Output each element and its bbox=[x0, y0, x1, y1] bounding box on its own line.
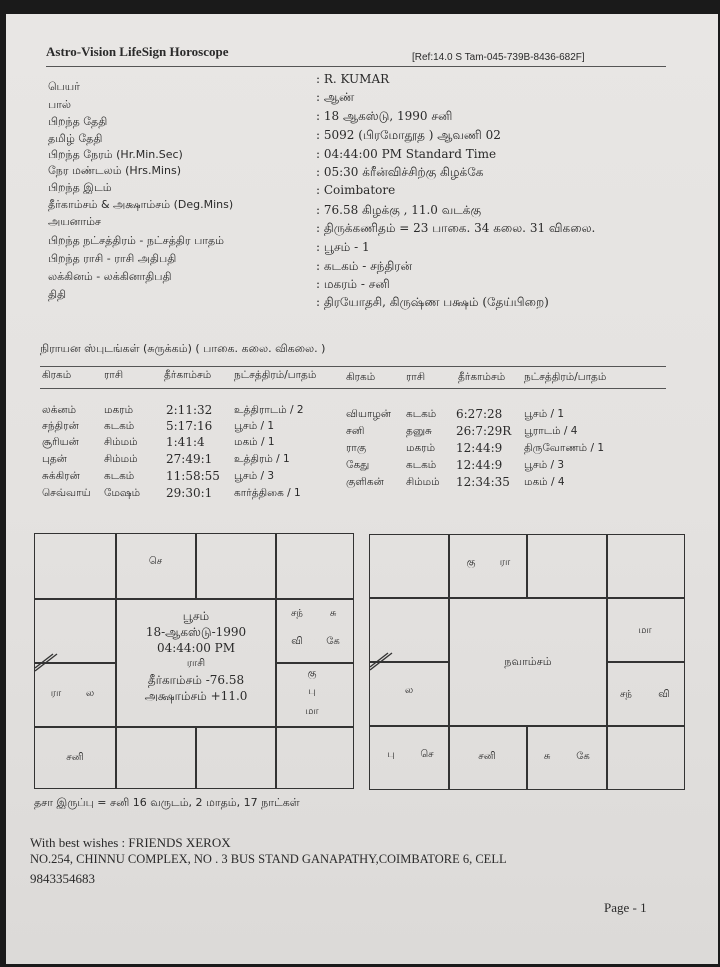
detail-label: பிறந்த நட்சத்திரம் - நட்சத்திர பாதம் bbox=[48, 234, 225, 247]
table-cell: சனி bbox=[346, 425, 365, 437]
detail-label: தீர்காம்சம் & அக்ஷாம்சம் (Deg.Mins) bbox=[48, 198, 234, 211]
navamsa-planet: கே bbox=[576, 751, 590, 762]
horoscope-paper bbox=[6, 14, 718, 964]
detail-value: : R. KUMAR bbox=[316, 72, 390, 86]
table-cell: 29:30:1 bbox=[166, 486, 213, 500]
navamsa-chart bbox=[369, 534, 685, 790]
table-cell: கடகம் bbox=[104, 420, 135, 432]
center-line: பூசம் bbox=[182, 609, 210, 623]
table-cell: சிம்மம் bbox=[104, 436, 138, 448]
table-cell: தனுசு bbox=[406, 425, 432, 437]
column-header: தீர்காம்சம் bbox=[458, 371, 506, 383]
table-cell: 12:34:35 bbox=[456, 475, 510, 489]
table-cell: சூரியன் bbox=[42, 436, 79, 448]
detail-label: அயனாம்ச bbox=[48, 215, 102, 228]
detail-value: : திருக்கணிதம் = 23 பாகை. 34 கலை. 31 விகலை. bbox=[316, 221, 596, 235]
center-line: தீர்காம்சம் -76.58 bbox=[147, 673, 245, 687]
rasi-planet: பு bbox=[308, 686, 316, 697]
center-line: அக்ஷாம்சம் +11.0 bbox=[144, 689, 248, 703]
rasi-house-2: செ bbox=[148, 556, 163, 567]
detail-value: : 76.58 கிழக்கு , 11.0 வடக்கு bbox=[316, 203, 482, 217]
navamsa-planet: சனி bbox=[478, 751, 496, 762]
table-cell: 2:11:32 bbox=[166, 403, 213, 417]
table-cell: பூசம் / 1 bbox=[524, 408, 565, 420]
table-cell: கடகம் bbox=[406, 408, 437, 420]
reference-code: [Ref:14.0 S Tam-045-739B-8436-682F] bbox=[412, 52, 585, 63]
document-title: Astro-Vision LifeSign Horoscope bbox=[46, 44, 229, 59]
table-cell: ராகு bbox=[346, 442, 367, 454]
rasi-planet: கே bbox=[326, 636, 340, 647]
table-cell: லக்னம் bbox=[42, 404, 77, 416]
rasi-planet: ரா bbox=[50, 688, 62, 699]
rasi-planet: ல bbox=[85, 688, 95, 699]
detail-value: : மகரம் - சனி bbox=[316, 277, 390, 291]
table-cell: பூசம் / 3 bbox=[524, 459, 565, 471]
navamsa-planet: ரா bbox=[499, 557, 511, 568]
table-cell: 5:17:16 bbox=[166, 419, 213, 433]
table-cell: மகரம் bbox=[104, 404, 134, 416]
column-header: நட்சத்திரம்/பாதம் bbox=[234, 369, 317, 381]
navamsa-planet: சு bbox=[543, 751, 551, 762]
navamsa-planet: பு bbox=[387, 749, 395, 760]
detail-label: நேர மண்டலம் (Hrs.Mins) bbox=[48, 164, 181, 177]
detail-value: : 18 ஆகஸ்டு, 1990 சனி bbox=[316, 109, 453, 123]
dasa-balance: தசா இருப்பு = சனி 16 வருடம், 2 மாதம், 17 நாட்கள் bbox=[34, 796, 300, 809]
table-cell: மேஷம் bbox=[104, 487, 141, 499]
footer-phone: 9843354683 bbox=[30, 871, 95, 886]
table-cell: கடகம் bbox=[406, 459, 437, 471]
center-line: ராசி bbox=[186, 658, 206, 669]
column-header: தீர்காம்சம் bbox=[164, 369, 212, 381]
table-cell: செவ்வாய் bbox=[42, 487, 91, 499]
table-cell: உத்திரம் / 1 bbox=[234, 453, 290, 465]
detail-label: திதி bbox=[48, 288, 67, 301]
table-cell: சுக்கிரன் bbox=[42, 470, 80, 482]
column-header: நட்சத்திரம்/பாதம் bbox=[524, 371, 607, 383]
rasi-planet: கு bbox=[307, 668, 317, 679]
detail-value: : பூசம் - 1 bbox=[316, 240, 370, 254]
column-header: கிரகம் bbox=[346, 371, 376, 383]
rasi-planet: சந் bbox=[291, 608, 303, 619]
footer-address: NO.254, CHINNU COMPLEX, NO . 3 BUS STAND GANAPATHY,COIMBATORE 6, CELL bbox=[30, 852, 507, 866]
table-cell: கேது bbox=[346, 459, 370, 471]
table-cell: பூராடம் / 4 bbox=[524, 425, 578, 437]
detail-value: : ஆண் bbox=[316, 90, 355, 104]
column-header: கிரகம் bbox=[42, 369, 72, 381]
rasi-center-info bbox=[117, 608, 275, 704]
table-cell: உத்திராடம் / 2 bbox=[234, 404, 304, 416]
navamsa-center-label: நவாம்சம் bbox=[504, 655, 552, 668]
table-cell: குளிகன் bbox=[346, 476, 384, 488]
navamsa-planet: வி bbox=[658, 689, 670, 700]
detail-label: பிறந்த நேரம் (Hr.Min.Sec) bbox=[48, 148, 183, 161]
table-cell: கடகம் bbox=[104, 470, 135, 482]
table-cell: சிம்மம் bbox=[104, 453, 138, 465]
table-cell: 1:41:4 bbox=[166, 435, 205, 449]
detail-value: : Coimbatore bbox=[316, 183, 396, 197]
rasi-planet: மா bbox=[305, 706, 319, 717]
navamsa-planet: கு bbox=[466, 557, 476, 568]
detail-label: பிறந்த ராசி - ராசி அதிபதி bbox=[48, 252, 177, 265]
table-cell: 26:7:29R bbox=[456, 424, 512, 438]
navamsa-planet: ல bbox=[404, 685, 414, 696]
detail-value: : திரயோதசி, கிருஷ்ண பக்ஷம் (தேய்பிறை) bbox=[316, 295, 549, 309]
table-cell: 12:44:9 bbox=[456, 441, 503, 455]
footer-wishes: With best wishes : FRIENDS XEROX bbox=[30, 835, 231, 850]
center-line: 18-ஆகஸ்டு-1990 bbox=[145, 625, 247, 639]
navamsa-planet: செ bbox=[420, 749, 434, 760]
detail-value: : 04:44:00 PM Standard Time bbox=[316, 147, 497, 161]
detail-label: பிறந்த தேதி bbox=[48, 115, 108, 128]
lagna-marker-icon bbox=[370, 651, 394, 671]
table-cell: வியாழன் bbox=[346, 408, 392, 420]
planet-section-title: நிராயன ஸ்புடங்கள் (சுருக்கம்) ( பாகை. கலை. விகலை. ) bbox=[40, 342, 326, 355]
navamsa-planet: சந் bbox=[620, 689, 632, 700]
table-cell: மகரம் bbox=[406, 442, 436, 454]
column-header: ராசி bbox=[104, 369, 124, 381]
table-top-rule bbox=[40, 366, 666, 367]
rasi-chart bbox=[34, 533, 354, 789]
table-header-rule bbox=[40, 388, 666, 389]
table-cell: பூசம் / 1 bbox=[234, 420, 275, 432]
table-cell: திருவோணம் / 1 bbox=[524, 442, 605, 454]
detail-value: : 5092 (பிரமோதூத ) ஆவணி 02 bbox=[316, 128, 501, 142]
table-cell: மகம் / 4 bbox=[524, 476, 565, 488]
detail-label: பிறந்த இடம் bbox=[48, 181, 112, 194]
header-rule bbox=[46, 66, 666, 67]
table-cell: சிம்மம் bbox=[406, 476, 440, 488]
table-cell: கார்த்திகை / 1 bbox=[234, 487, 301, 499]
table-cell: 12:44:9 bbox=[456, 458, 503, 472]
detail-label: பெயர் bbox=[48, 80, 80, 93]
table-cell: 11:58:55 bbox=[166, 469, 220, 483]
column-header: ராசி bbox=[406, 371, 426, 383]
rasi-planet: சனி bbox=[66, 752, 84, 763]
lagna-marker-icon bbox=[35, 652, 59, 672]
detail-label: தமிழ் தேதி bbox=[48, 132, 103, 145]
navamsa-planet: மா bbox=[638, 625, 652, 636]
table-cell: 6:27:28 bbox=[456, 407, 503, 421]
detail-label: பால் bbox=[48, 98, 72, 111]
table-cell: சந்திரன் bbox=[42, 420, 79, 432]
table-cell: மகம் / 1 bbox=[234, 436, 275, 448]
table-cell: பூசம் / 3 bbox=[234, 470, 275, 482]
table-cell: புதன் bbox=[42, 453, 67, 465]
rasi-planet: சு bbox=[329, 608, 337, 619]
detail-label: லக்கினம் - லக்கினாதிபதி bbox=[48, 270, 172, 283]
detail-value: : 05:30 க்ரீன்விச்சிற்கு கிழக்கே bbox=[316, 165, 484, 179]
table-cell: 27:49:1 bbox=[166, 452, 213, 466]
page-number: Page - 1 bbox=[604, 900, 647, 915]
detail-value: : கடகம் - சந்திரன் bbox=[316, 259, 413, 273]
center-line: 04:44:00 PM bbox=[156, 641, 236, 655]
rasi-planet: வி bbox=[291, 636, 303, 647]
